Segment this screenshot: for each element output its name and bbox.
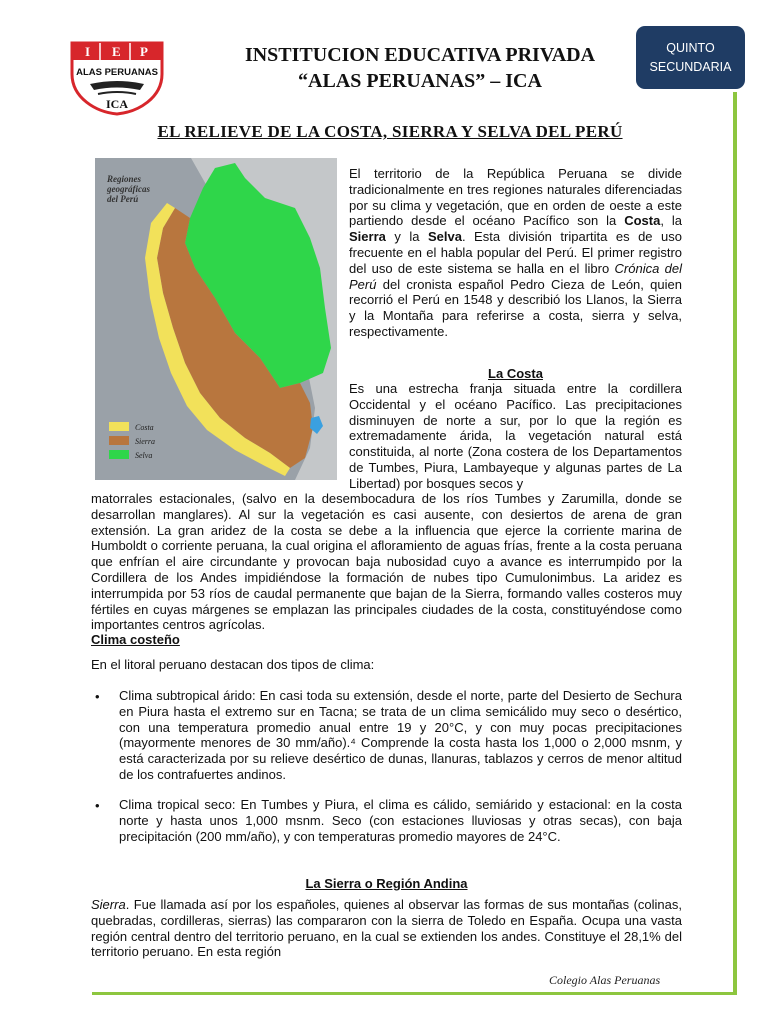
header-title-line1: INSTITUCION EDUCATIVA PRIVADA: [244, 44, 596, 66]
costa-paragraph-2: matorrales estacionales, (salvo en la desembocadura de los ríos Tumbes y Zarumilla, donde se desarrollan manglares). Al sur la vegetación es casi ausente, con desiertos de arena de gran extensión. La gran aridez de la costa se debe a la influencia que ejerce la corriente marina de Humboldt o corriente peruana, la cual origina el afloramiento de aguas frías, frente a la costa peruana que enfrían el aire circundante y provocan baja nubosidad cuyo a avance es interrumpido por la Cordillera de los Andes impidiéndose la formación de nubes tipo Cumulonimbus. La aridez es interrumpida por 53 ríos de caudal permanente que bajan de la Sierra, formando valles costeros muy fértiles en cuyas márgenes se emplazan las principales ciudades de la costa, constituyéndose como importantes centros agrícolas.: [91, 491, 682, 633]
clima-item-1: Clima subtropical árido: En casi toda su extensión, desde el norte, parte del Desierto de Sechura en Piura hasta el extremo sur en Tacna; se trata de un clima semicálido muy seco o desértico, con una temperatura promedio anual entre 19 y 20°C, y con muy pocas precipitaciones (mayormente menores de 30 mm/año).⁴ Comprende la costa hasta los 1,000 o 2,000 msnm, y está caracterizada por su relieve desértico de dunas, llanuras, tablazos y cerros de menor altitud de los contrafuertes andinos.: [119, 688, 682, 782]
bullet-1: •: [95, 689, 100, 704]
intro-costa: Costa: [624, 213, 661, 229]
logo-text: ALAS PERUANAS: [76, 67, 158, 78]
section-heading-clima: Clima costeño: [91, 632, 180, 647]
intro-paragraph: [349, 166, 682, 340]
map-title-line2: geográficas: [107, 184, 150, 194]
logo-letter-i: I: [85, 44, 91, 59]
intro-text-b: , la: [660, 213, 682, 229]
legend-swatch-costa: [109, 422, 129, 431]
intro-selva: Selva: [427, 229, 462, 245]
legend-label-costa: Costa: [135, 423, 154, 432]
bullet-2: •: [95, 798, 100, 813]
legend-label-selva: Selva: [135, 451, 153, 460]
intro-text-e: del cronista español Pedro Cieza de León, quien recorrió el Perú en 1548 y describió los Llanos, la Sierra y la Montaña para referirse a costa, sierra y selva, respectivamente.: [349, 276, 682, 339]
badge-line1: QUINTO: [666, 40, 715, 55]
sierra-word: Sierra: [91, 897, 126, 912]
legend-label-sierra: Sierra: [135, 437, 155, 446]
sierra-paragraph: [91, 897, 682, 960]
grade-badge: [636, 26, 745, 89]
intro-text-a: El territorio de la República Peruana se divide tradicionalmente en tres regiones naturales diferenciadas por su clima y vegetación, que en orden de oeste a este partiendo desde el océano Pacífico son la: [349, 166, 682, 229]
legend-swatch-selva: [109, 450, 129, 459]
legend-swatch-sierra: [109, 436, 129, 445]
clima-intro: En el litoral peruano destacan dos tipos de clima:: [91, 657, 375, 672]
badge-line2: SECUNDARIA: [649, 59, 732, 74]
header-title: [170, 42, 670, 94]
page-border-bottom: [92, 992, 737, 995]
intro-sierra: Sierra: [349, 229, 386, 245]
school-logo: [68, 40, 166, 116]
footer-school-name: Colegio Alas Peruanas: [549, 973, 661, 987]
costa-paragraph-1: Es una estrecha franja situada entre la cordillera Occidental y el océano Pacífico. Las precipitaciones disminuyen de norte a sur, por lo que la región es extremadamente árida, la vegetación natural está constituida, al norte (Zona costera de los Departamentos de Tumbes, Piura, Lambayeque y algunas partes de La Libertad) por bosques secos y: [349, 381, 682, 491]
intro-text-c: y la: [385, 229, 428, 245]
page-border-right: [733, 92, 737, 995]
section-heading-costa: La Costa: [488, 366, 543, 381]
page-title: EL RELIEVE DE LA COSTA, SIERRA Y SELVA DEL PERÚ: [157, 122, 623, 141]
peru-regions-map: [95, 158, 337, 480]
header-title-line2: “ALAS PERUANAS” – ICA: [298, 70, 542, 92]
sierra-text: . Fue llamada así por los españoles, quienes al observar las formas de sus montañas (colinas, quebradas, cordilleras, sierras) las compararon con la sierra de Toledo en España. Ocupa una vasta región central dentro del territorio peruano, en la cual se extienden los andes. Constituye el 28,1% del territorio peruano. En esta región: [91, 897, 682, 960]
map-title-line1: Regiones: [107, 174, 142, 184]
intro-text-d: . Esta división tripartita es de uso frecuente en el habla popular del Perú. El primer registro del uso de este sistema se halla en el libro: [349, 229, 682, 276]
logo-city: ICA: [105, 97, 129, 111]
intro-book-title: Crónica del Perú: [349, 260, 682, 292]
section-heading-sierra: La Sierra o Región Andina: [305, 876, 468, 891]
logo-letter-p: P: [140, 44, 148, 59]
map-title-line3: del Perú: [107, 194, 139, 204]
logo-letter-e: E: [112, 44, 121, 59]
clima-item-2: Clima tropical seco: En Tumbes y Piura, el clima es cálido, semiárido y estacional: en la costa norte y hasta unos 1,000 msnm. Seco (con estaciones lluviosas y otras secas), con baja precipitación (200 mm/año), y con temperaturas promedio mayores de 24°C.: [119, 797, 682, 844]
